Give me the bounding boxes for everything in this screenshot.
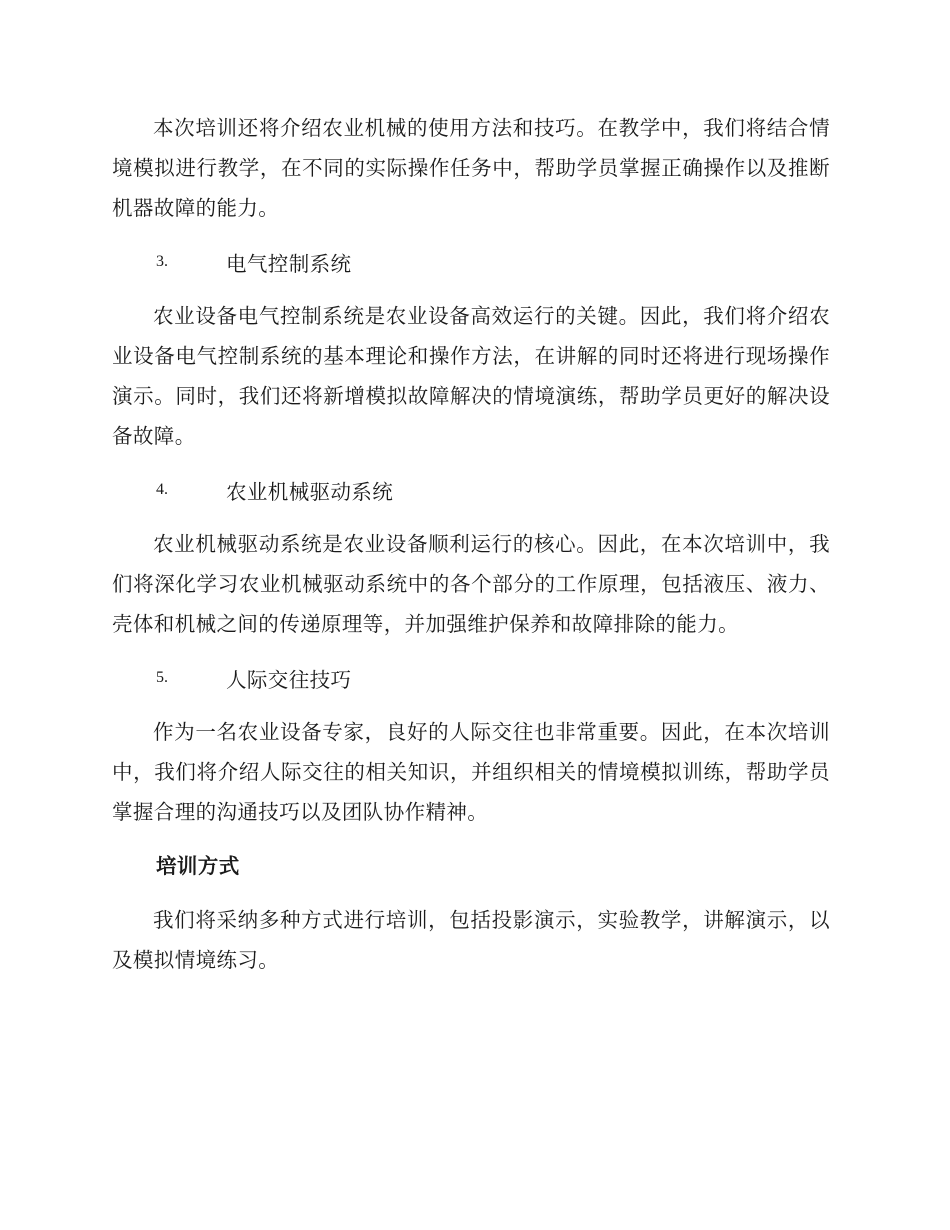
item-number: 4. [156, 481, 168, 498]
item-body-4: 农业机械驱动系统是农业设备顺利运行的核心。因此，在本次培训中，我们将深化学习农业机械驱动系统中的各个部分的工作原理，包括液压、液力、壳体和机械之间的传递原理等，并加强维护保养和故障排除的能力。 [112, 532, 830, 636]
section-title: 培训方式 [156, 854, 240, 878]
document-content [112, 108, 830, 994]
item-heading-4 [112, 470, 830, 510]
item-title: 电气控制系统 [226, 252, 352, 276]
item-body-3: 农业设备电气控制系统是农业设备高效运行的关键。因此，我们将介绍农业设备电气控制系统的基本理论和操作方法，在讲解的同时还将进行现场操作演示。同时，我们还将新增模拟故障解决的情境演练，帮助学员更好的解决设备故障。 [112, 304, 830, 448]
section-body: 我们将采纳多种方式进行培训，包括投影演示，实验教学，讲解演示，以及模拟情境练习。 [112, 908, 830, 972]
item-heading-3 [112, 242, 830, 282]
intro-paragraph: 本次培训还将介绍农业机械的使用方法和技巧。在教学中，我们将结合情境模拟进行教学，在不同的实际操作任务中，帮助学员掌握正确操作以及推断机器故障的能力。 [112, 116, 830, 220]
item-heading-5 [112, 658, 830, 698]
item-title: 人际交往技巧 [226, 668, 352, 692]
item-body-5: 作为一名农业设备专家，良好的人际交往也非常重要。因此，在本次培训中，我们将介绍人际交往的相关知识，并组织相关的情境模拟训练，帮助学员掌握合理的沟通技巧以及团队协作精神。 [112, 720, 830, 824]
item-title: 农业机械驱动系统 [226, 480, 394, 504]
item-number: 3. [156, 253, 168, 270]
item-number: 5. [156, 669, 168, 686]
